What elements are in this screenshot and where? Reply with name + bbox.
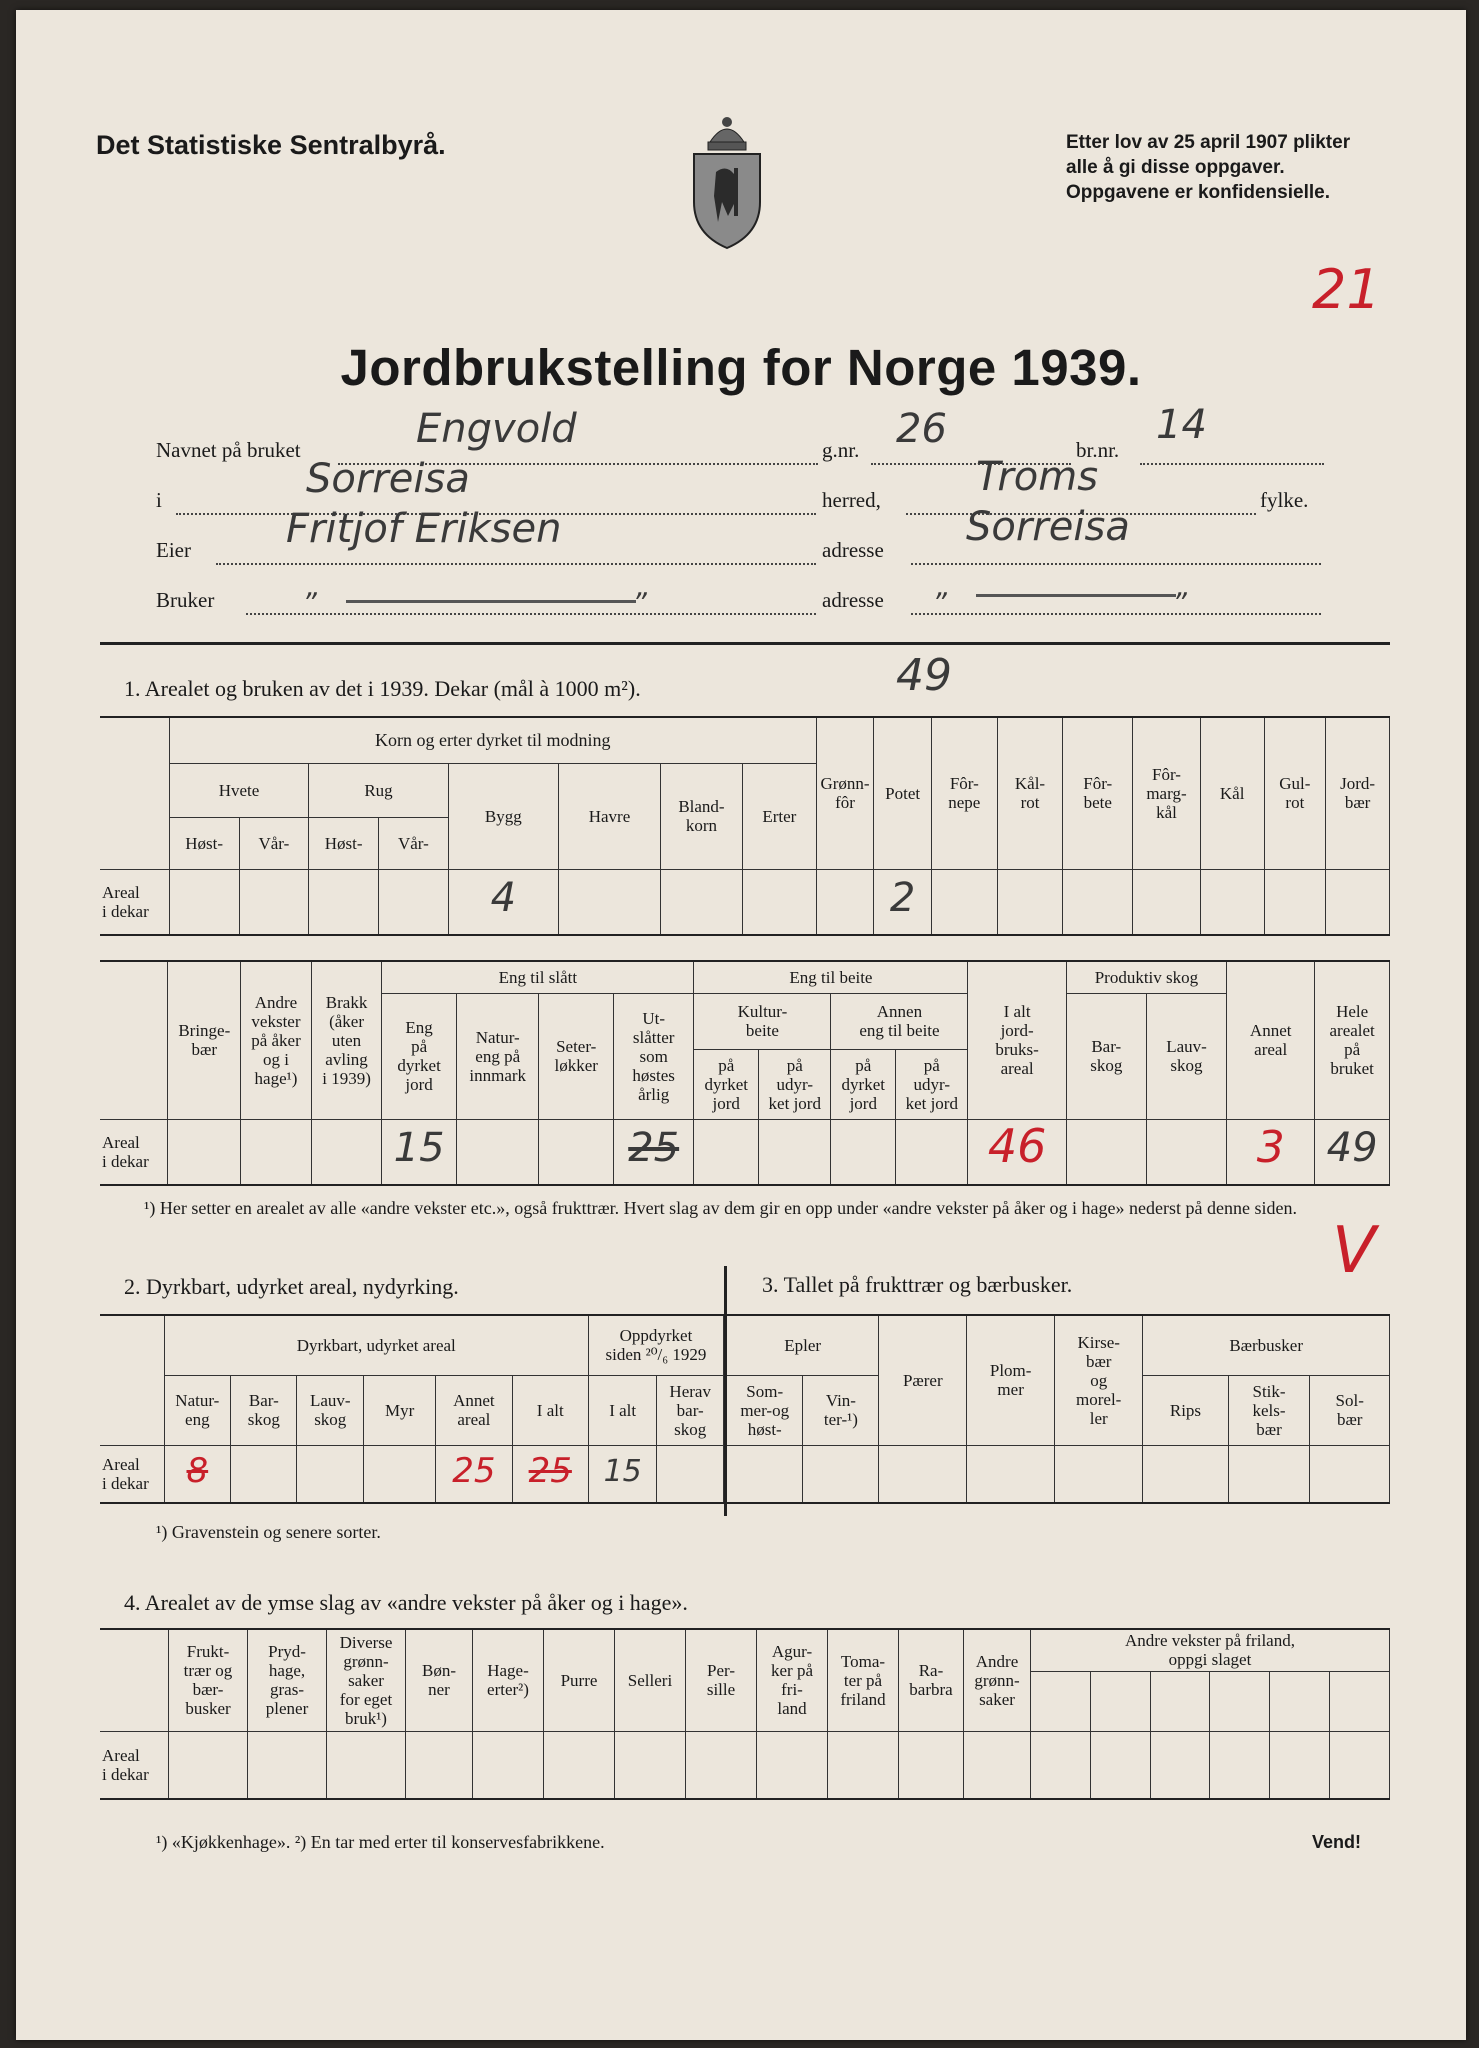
cell — [1066, 1119, 1146, 1185]
cell — [168, 1119, 241, 1185]
value-naturenge: 8 — [186, 1450, 209, 1491]
row-label-areal: Areal i dekar — [100, 1119, 168, 1185]
header-purre: Purre — [544, 1629, 615, 1731]
cell — [661, 869, 743, 935]
cell — [1270, 1671, 1330, 1731]
value-fylke: Troms — [976, 454, 1099, 500]
cell — [473, 1731, 544, 1799]
header-persille: Per- sille — [686, 1629, 757, 1731]
value-gnr: 26 — [896, 406, 947, 452]
cell-i-alt — [968, 1119, 1066, 1185]
header-vinter: Vin- ter-¹) — [803, 1375, 879, 1445]
header-rug: Rug — [309, 763, 449, 817]
law-line: Oppgavene er konfidensielle. — [1066, 182, 1330, 203]
header-gronnfor: Grønn- fôr — [816, 717, 874, 869]
header-annen-eng: Annen eng til beite — [831, 993, 968, 1049]
vend-label: Vend! — [1312, 1832, 1362, 1852]
cell — [379, 869, 449, 935]
ditto-stroke — [976, 594, 1176, 597]
label-bruker: Bruker — [156, 588, 215, 612]
label-brnr: br.nr. — [1076, 438, 1120, 462]
header-kal: Kål — [1200, 717, 1264, 869]
row-label-areal: Areal i dekar — [100, 869, 169, 935]
section3-heading: 3. Tallet på frukttrær og bærbusker. — [762, 1272, 1073, 1297]
cell — [759, 1119, 831, 1185]
header-naturenge: Natur- eng på innmark — [456, 993, 539, 1119]
header-bringebaer: Bringe- bær — [168, 961, 241, 1119]
cell — [1090, 1731, 1150, 1799]
cell — [896, 1119, 968, 1185]
label-bruker-adresse: adresse — [822, 588, 884, 612]
cell — [539, 1119, 613, 1185]
form-title: Jordbrukstelling for Norge 1939. — [340, 339, 1142, 396]
section2-footnote: ¹) Gravenstein og senere sorter. — [156, 1522, 381, 1542]
cell — [1200, 869, 1264, 935]
header-kalrot: Kål- rot — [997, 717, 1063, 869]
cell — [241, 1119, 312, 1185]
cell — [169, 869, 239, 935]
header-herav: Herav bar- skog — [657, 1375, 724, 1445]
header-i-alt-jord: I alt jord- bruks- areal — [968, 961, 1066, 1119]
header-forbete: Fôr- bete — [1063, 717, 1133, 869]
section1-footnote: ¹) Her setter en arealet av alle «andre vekster etc.», også frukttrær. Hvert slag av dem gir en opp under «andre vekster på åker og i hage» nederst på denne siden. — [144, 1198, 1297, 1218]
header-bonner: Bøn- ner — [406, 1629, 473, 1731]
law-notice — [1066, 130, 1350, 205]
value-eng-dyrket: 15 — [393, 1124, 445, 1171]
law-line: Etter lov av 25 april 1907 plikter — [1066, 132, 1351, 153]
section1-total: 49 — [896, 650, 952, 701]
line-eier — [216, 562, 816, 565]
cell — [297, 1445, 364, 1503]
cell — [727, 1445, 803, 1503]
row-label-areal: Areal i dekar — [100, 1445, 164, 1503]
header-rug-var: Vår- — [379, 817, 449, 869]
cell — [1228, 1445, 1310, 1503]
header-brakk: Brakk (åker uten avling i 1939) — [311, 961, 382, 1119]
cell — [248, 1731, 327, 1799]
value-bruker-adresse: „ — [936, 570, 951, 603]
header-korn: Korn og erter dyrket til modning — [169, 717, 816, 763]
cell — [1210, 1731, 1270, 1799]
value-potet: 2 — [889, 874, 916, 921]
cell — [1150, 1671, 1210, 1731]
header-plommer: Plom- mer — [967, 1315, 1055, 1445]
header-rug-host: Høst- — [309, 817, 379, 869]
header-naturenge: Natur- eng — [164, 1375, 231, 1445]
header-rabarbra: Ra- barbra — [899, 1629, 964, 1731]
cell — [1090, 1671, 1150, 1731]
header-friland: Andre vekster på friland, oppgi slaget — [1031, 1629, 1390, 1671]
label-eier: Eier — [156, 538, 191, 562]
cell — [1326, 869, 1390, 935]
value-oppdyrket: 15 — [603, 1454, 642, 1490]
header-prydhage: Pryd- hage, gras- plener — [248, 1629, 327, 1731]
header-eng-dyrket: Eng på dyrket jord — [382, 993, 457, 1119]
divider — [100, 642, 1390, 645]
cell — [1055, 1445, 1143, 1503]
header-potet: Potet — [874, 717, 932, 869]
cell — [899, 1731, 964, 1799]
header-hele-arealet: Hele arealet på bruket — [1315, 961, 1390, 1119]
corner-cell — [100, 1315, 164, 1445]
header-sommer: Som- mer-og høst- — [727, 1375, 803, 1445]
section1-heading: 1. Arealet og bruken av det i 1939. Dekar (mål à 1000 m²). — [124, 676, 641, 701]
cell — [831, 1119, 896, 1185]
cell — [364, 1445, 436, 1503]
table-section1a — [100, 716, 1390, 936]
cell — [1210, 1671, 1270, 1731]
cell-bygg — [448, 869, 558, 935]
cell-annet — [1227, 1119, 1315, 1185]
section4-footnote: ¹) «Kjøkkenhage». ²) En tar med erter til konservesfabrikkene. — [156, 1832, 605, 1852]
header-produktiv-skog: Produktiv skog — [1066, 961, 1226, 993]
cell-utslatter — [613, 1119, 693, 1185]
cell — [1063, 869, 1133, 935]
table-section4 — [100, 1628, 1390, 1800]
cell — [558, 869, 660, 935]
value-hele: 49 — [1326, 1124, 1378, 1171]
label-eier-adresse: adresse — [822, 538, 884, 562]
header-andre-gronnsaker: Andre grønn- saker — [964, 1629, 1031, 1731]
header-eng-slatt: Eng til slått — [382, 961, 694, 993]
value-i-alt: 46 — [987, 1119, 1047, 1174]
cell-eng-dyrket — [382, 1119, 457, 1185]
header-lauvskog: Lauv- skog — [1146, 993, 1226, 1119]
header-barskog: Bar- skog — [1066, 993, 1146, 1119]
value-annet: 25 — [452, 1450, 496, 1491]
line-bruker-adresse — [911, 612, 1321, 615]
line-eier-adresse — [911, 562, 1321, 565]
cell — [456, 1119, 539, 1185]
cell-naturenge — [164, 1445, 231, 1503]
cell-annet — [436, 1445, 512, 1503]
header-tomater: Toma- ter på friland — [828, 1629, 899, 1731]
cell-oppdyrket — [588, 1445, 656, 1503]
form-sheet — [16, 10, 1466, 2040]
cell-hele — [1315, 1119, 1390, 1185]
cell — [803, 1445, 879, 1503]
header-formargkal: Fôr- marg- kål — [1133, 717, 1201, 869]
cell — [1330, 1671, 1390, 1731]
cell — [615, 1731, 686, 1799]
corner-cell — [100, 717, 169, 869]
header-kultur-dyrket: på dyrket jord — [694, 1049, 759, 1119]
label-navnet: Navnet på bruket — [156, 438, 301, 462]
header-jordbaer: Jord- bær — [1326, 717, 1390, 869]
header-i-alt: I alt — [512, 1375, 588, 1445]
header-barskog: Bar- skog — [231, 1375, 297, 1445]
cell — [816, 869, 874, 935]
header-andre-vekster: Andre vekster på åker og i hage¹) — [241, 961, 312, 1119]
corner-cell — [100, 961, 168, 1119]
header-myr: Myr — [364, 1375, 436, 1445]
section2-heading: 2. Dyrkbart, udyrket areal, nydyrking. — [124, 1274, 459, 1299]
header-rips: Rips — [1143, 1375, 1228, 1445]
header-hvete: Hvete — [169, 763, 309, 817]
header-erter: Erter — [742, 763, 816, 869]
header-hageerter: Hage- erter²) — [473, 1629, 544, 1731]
cell — [694, 1119, 759, 1185]
header-selleri: Selleri — [615, 1629, 686, 1731]
cell — [686, 1731, 757, 1799]
cell — [1270, 1731, 1330, 1799]
header-annet-areal: Annet areal — [1227, 961, 1315, 1119]
label-fylke: fylke. — [1260, 488, 1309, 512]
header-epler: Epler — [727, 1315, 879, 1375]
header-kirsebaer: Kirse- bær og morel- ler — [1055, 1315, 1143, 1445]
header-frukttraer: Frukt- trær og bær- busker — [169, 1629, 248, 1731]
table-section2 — [100, 1314, 724, 1504]
value-utslatter: 25 — [628, 1124, 680, 1171]
header-diverse: Diverse grønn- saker for eget bruk¹) — [327, 1629, 406, 1731]
label-i: i — [156, 488, 162, 512]
cell — [311, 1119, 382, 1185]
header-lauvskog: Lauv- skog — [297, 1375, 364, 1445]
cell — [1264, 869, 1326, 935]
header-eng-beite: Eng til beite — [694, 961, 968, 993]
cell-potet — [874, 869, 932, 935]
header-bygg: Bygg — [448, 763, 558, 869]
header-baerbusker: Bærbusker — [1143, 1315, 1390, 1375]
cell — [657, 1445, 724, 1503]
value-brnr: 14 — [1156, 402, 1207, 448]
cell-i-alt — [512, 1445, 588, 1503]
corner-cell — [100, 1629, 169, 1731]
header-seterlokker: Seter- løkker — [539, 993, 613, 1119]
value-navnet: Engvold — [416, 406, 577, 452]
cell — [1146, 1119, 1226, 1185]
row-label-areal: Areal i dekar — [100, 1731, 169, 1799]
header-utslatter: Ut- slåtter som høstes årlig — [613, 993, 693, 1119]
cell — [1143, 1445, 1228, 1503]
coat-of-arms-icon — [688, 112, 766, 252]
line-brnr — [1140, 462, 1324, 465]
cell — [757, 1731, 828, 1799]
cell — [239, 869, 309, 935]
cell — [931, 869, 997, 935]
cell — [1310, 1445, 1390, 1503]
value-herred: Sorreisa — [306, 456, 470, 502]
organization-name: Det Statistiske Sentralbyrå. — [96, 130, 446, 160]
value-bruker-adresse-end: „ — [1176, 570, 1191, 603]
page-number: 21 — [1312, 258, 1381, 321]
cell — [997, 869, 1063, 935]
cell — [1031, 1671, 1091, 1731]
header-paerer: Pærer — [879, 1315, 967, 1445]
header-hvete-host: Høst- — [169, 817, 239, 869]
table-section3 — [727, 1314, 1390, 1504]
header-kultur-udyrket: på udyr- ket jord — [759, 1049, 831, 1119]
label-gnr: g.nr. — [822, 438, 860, 462]
cell — [742, 869, 816, 935]
cell — [879, 1445, 967, 1503]
cell — [1150, 1731, 1210, 1799]
table-section1b — [100, 960, 1390, 1186]
header-annen-dyrket: på dyrket jord — [831, 1049, 896, 1119]
header-havre: Havre — [558, 763, 660, 869]
header-oppdyrket: Oppdyrket siden ²⁰/₆ 1929 — [588, 1315, 723, 1375]
value-eier-adresse: Sorreisa — [966, 504, 1130, 550]
cell — [231, 1445, 297, 1503]
line-bruker — [246, 612, 816, 615]
header-dyrkbart: Dyrkbart, udyrket areal — [164, 1315, 588, 1375]
cell — [169, 1731, 248, 1799]
header-annet: Annet areal — [436, 1375, 512, 1445]
header-fornepe: Fôr- nepe — [931, 717, 997, 869]
law-line: alle å gi disse oppgaver. — [1066, 157, 1285, 178]
header-i-alt2: I alt — [588, 1375, 656, 1445]
value-bygg: 4 — [490, 874, 517, 921]
cell — [1330, 1731, 1390, 1799]
cell — [327, 1731, 406, 1799]
header-blandkorn: Bland- korn — [661, 763, 743, 869]
value-bruker: „ — [306, 570, 321, 603]
cell — [967, 1445, 1055, 1503]
cell — [544, 1731, 615, 1799]
cell — [1031, 1731, 1091, 1799]
label-herred: herred, — [822, 488, 881, 512]
header-stikkelsbaer: Stik- kels- bær — [1228, 1375, 1310, 1445]
cell — [964, 1731, 1031, 1799]
cell — [1133, 869, 1201, 935]
check-mark: V — [1332, 1214, 1376, 1288]
value-bruker-end: „ — [636, 570, 651, 603]
value-eier: Fritjof Eriksen — [286, 506, 562, 552]
cell — [309, 869, 379, 935]
header-solbaer: Sol- bær — [1310, 1375, 1390, 1445]
header-agurker: Agur- ker på fri- land — [757, 1629, 828, 1731]
ditto-stroke — [346, 600, 636, 603]
section4-heading: 4. Arealet av de ymse slag av «andre vekster på åker og i hage». — [124, 1590, 688, 1615]
value-annet: 3 — [1256, 1121, 1285, 1173]
cell — [406, 1731, 473, 1799]
cell — [828, 1731, 899, 1799]
value-i-alt: 25 — [528, 1450, 572, 1491]
header-gulrot: Gul- rot — [1264, 717, 1326, 869]
header-annen-udyrket: på udyr- ket jord — [896, 1049, 968, 1119]
header-hvete-var: Vår- — [239, 817, 309, 869]
header-kulturbeite: Kultur- beite — [694, 993, 831, 1049]
